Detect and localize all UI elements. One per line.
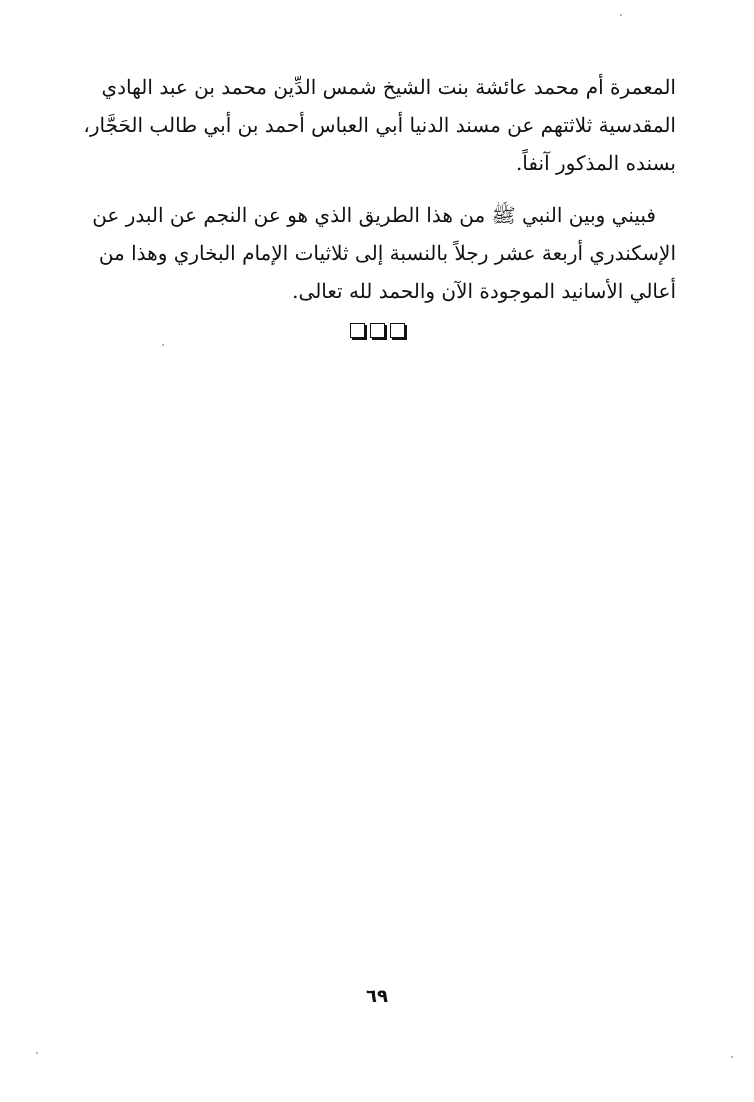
scan-speck — [731, 1056, 733, 1058]
paragraph-2 — [78, 196, 676, 310]
separator-box-icon — [350, 323, 365, 338]
scan-speck — [620, 14, 622, 16]
paragraph-1-line-2: المقدسية ثلاثتهم عن مسند الدنيا أبي العباس أحمد بن أبي طالب الحَجَّار، — [83, 113, 676, 137]
paragraph-2-line-3: أعالي الأسانيد الموجودة الآن والحمد لله تعالى. — [292, 279, 676, 303]
separator-box-icon — [370, 323, 385, 338]
section-separator — [0, 323, 754, 338]
paragraph-1-line-3: بسنده المذكور آنفاً. — [515, 151, 676, 175]
paragraph-1 — [78, 68, 676, 182]
page-number: ٦٩ — [366, 986, 388, 1007]
paragraph-2-line-1: فبيني وبين النبي ﷺ من هذا الطريق الذي هو عن النجم عن البدر عن — [92, 203, 656, 227]
scan-speck — [162, 344, 164, 346]
scan-speck — [36, 1052, 38, 1054]
paragraph-2-line-2: الإسكندري أربعة عشر رجلاً بالنسبة إلى ثلاثيات الإمام البخاري وهذا من — [98, 241, 676, 265]
paragraph-1-line-1: المعمرة أم محمد عائشة بنت الشيخ شمس الدِّين محمد بن عبد الهادي — [101, 75, 676, 99]
separator-box-icon — [390, 323, 405, 338]
